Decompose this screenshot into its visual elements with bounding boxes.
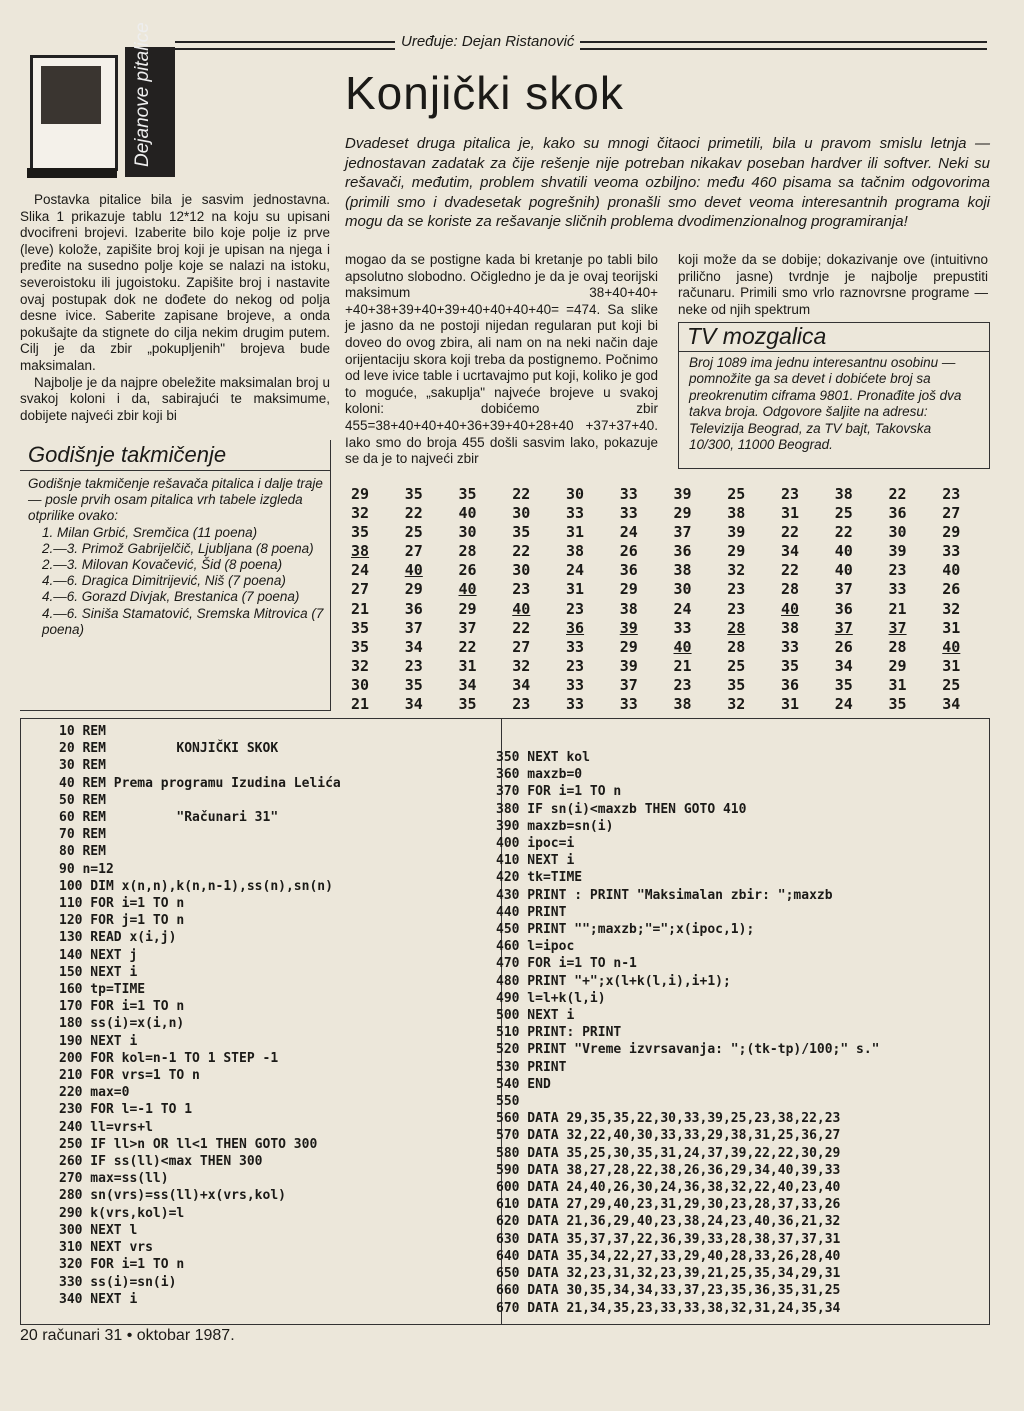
board-cell: 24 (673, 599, 692, 618)
code-line: 570 DATA 32,22,40,30,33,33,29,38,31,25,36,27 (496, 1128, 841, 1144)
board-cell: 38 (619, 599, 638, 618)
code-line: 340 NEXT i (59, 1291, 138, 1307)
board-cell: 21 (351, 695, 370, 714)
code-line: 100 DIM x(n,n),k(n,n-1),ss(n),sn(n) (59, 878, 333, 894)
board-cell: 34 (834, 656, 853, 675)
board-cell: 32 (512, 656, 531, 675)
board-cell: 30 (512, 561, 531, 580)
board-cell: 37 (834, 618, 853, 637)
board-cell: 29 (888, 656, 907, 675)
board-cell: 23 (888, 561, 907, 580)
board-cell: 21 (888, 599, 907, 618)
board-cell: 35 (727, 675, 746, 694)
board-cell: 30 (888, 523, 907, 542)
board-cell: 23 (566, 656, 585, 675)
code-line: 470 FOR i=1 TO n-1 (496, 956, 637, 972)
board-cell: 31 (942, 656, 961, 675)
board-cell: 28 (458, 542, 477, 561)
program-listing-right (496, 749, 880, 1317)
code-line: 30 REM (59, 758, 106, 774)
code-line: 10 REM (59, 724, 106, 739)
board-cell: 32 (727, 561, 746, 580)
board-cell: 34 (942, 695, 961, 714)
board-cell: 33 (619, 485, 638, 503)
code-line: 590 DATA 38,27,28,22,38,26,36,29,34,40,39,33 (496, 1162, 841, 1178)
code-line: 430 PRINT : PRINT "Maksimalan zbir: ";maxzb (496, 887, 833, 903)
board-cell: 26 (619, 542, 638, 561)
code-line: 210 FOR vrs=1 TO n (59, 1068, 200, 1084)
board-cell: 35 (458, 485, 477, 503)
code-line: 370 FOR i=1 TO n (496, 784, 622, 800)
code-line: 440 PRINT (496, 904, 567, 920)
code-line: 310 NEXT vrs (59, 1240, 153, 1256)
board-cell: 30 (458, 523, 477, 542)
code-line: 120 FOR j=1 TO n (59, 913, 185, 929)
code-line: 90 n=12 (59, 861, 114, 877)
board-cell: 24 (351, 561, 370, 580)
rank-item: 2.—3. Primož Gabrijelčič, Ljubljana (8 poena) (42, 540, 314, 556)
code-line: 40 REM Prema programu Izudina Lelića (59, 775, 341, 791)
board-cell: 40 (673, 637, 692, 656)
board-cell: 35 (351, 637, 370, 656)
code-line: 670 DATA 21,34,35,23,33,33,38,32,31,24,35,34 (496, 1300, 841, 1316)
board-cell: 23 (404, 656, 423, 675)
board-cell: 22 (888, 485, 907, 503)
editor-rule (175, 33, 987, 51)
board-cell: 39 (727, 523, 746, 542)
board-cell: 34 (404, 637, 423, 656)
board-cell: 22 (834, 523, 853, 542)
code-line: 610 DATA 27,29,40,23,31,29,30,23,28,37,33,26 (496, 1197, 841, 1213)
program-listing-box (20, 718, 990, 1325)
board-cell: 31 (458, 656, 477, 675)
board-cell: 33 (942, 542, 961, 561)
board-cell: 37 (673, 523, 692, 542)
board-cell: 23 (727, 599, 746, 618)
code-line: 290 k(vrs,kol)=l (59, 1205, 185, 1221)
board-cell: 34 (458, 675, 477, 694)
board-cell: 40 (942, 561, 961, 580)
board-cell: 35 (888, 695, 907, 714)
code-line: 660 DATA 30,35,34,34,33,37,23,35,36,35,31,25 (496, 1283, 841, 1299)
board-cell: 24 (834, 695, 853, 714)
code-line: 530 PRINT (496, 1059, 567, 1075)
board-cell: 30 (512, 504, 531, 523)
code-line: 140 NEXT j (59, 947, 138, 963)
code-line: 20 REM KONJIČKI SKOK (59, 741, 279, 757)
board-cell: 22 (512, 542, 531, 561)
board-cell: 24 (619, 523, 638, 542)
board-cell: 28 (727, 618, 746, 637)
board-cell: 24 (566, 561, 585, 580)
board-cell: 33 (619, 504, 638, 523)
board-cell: 33 (566, 695, 585, 714)
board-cell: 35 (781, 656, 800, 675)
board-cell: 38 (673, 695, 692, 714)
code-line: 270 max=ss(ll) (59, 1171, 169, 1187)
board-cell: 31 (781, 504, 800, 523)
board-cell: 36 (404, 599, 423, 618)
board-cell: 35 (834, 675, 853, 694)
code-line: 460 l=ipoc (496, 939, 575, 955)
board-cell: 32 (351, 656, 370, 675)
board-cell: 36 (781, 675, 800, 694)
board-cell: 23 (673, 675, 692, 694)
board-cell: 27 (351, 580, 370, 599)
double-rule (175, 41, 987, 50)
board-cell: 31 (888, 675, 907, 694)
board-cell: 30 (566, 485, 585, 503)
board-cell: 25 (727, 485, 746, 503)
board-cell: 35 (351, 523, 370, 542)
board-cell: 39 (619, 656, 638, 675)
rank-item: 2.—3. Milovan Kovačević, Šid (8 poena) (42, 557, 283, 573)
code-line: 400 ipoc=i (496, 836, 575, 852)
paragraph-2: Najbolje je da najpre obeležite maksimalan broj u svakoj koloni i da, sabirajući te maksimume, dobijete najveći zbir koji bi (20, 374, 330, 423)
board-cell: 28 (781, 580, 800, 599)
board-cell: 27 (512, 637, 531, 656)
code-line: 360 maxzb=0 (496, 767, 583, 783)
code-line: 200 FOR kol=n-1 TO 1 STEP -1 (59, 1050, 279, 1066)
tv-puzzle-text: Broj 1089 ima jednu interesantnu osobinu — pomnožite ga sa devet i dobićete broj sa preokrenutim ciframa 9801. Pronađite još dva takva broja. Odgovore šaljite na adresu: Televizija Beograd, za TV bajt, Takovska 10/300, 11000 Beograd. (689, 355, 962, 453)
board-cell: 22 (781, 561, 800, 580)
program-listing-left (59, 723, 341, 1308)
code-line: 240 ll=vrs+l (59, 1119, 153, 1135)
board-cell: 35 (351, 618, 370, 637)
board-cell: 25 (834, 504, 853, 523)
code-line: 500 NEXT i (496, 1008, 575, 1024)
annual-competition-intro: Godišnje takmičenje rešavača pitalica i dalje traje — posle prvih osam pitalica vrh tabele izgleda otprilike ovako: (28, 476, 323, 524)
board-cell: 33 (566, 504, 585, 523)
board-cell: 23 (512, 695, 531, 714)
board-cell: 22 (458, 637, 477, 656)
board-cell: 29 (727, 542, 746, 561)
code-line: 650 DATA 32,23,31,32,23,39,21,25,35,34,29,31 (496, 1266, 841, 1282)
board-cell: 29 (942, 523, 961, 542)
code-line: 640 DATA 35,34,22,27,33,29,40,28,33,26,28,40 (496, 1248, 841, 1264)
board-cell: 25 (404, 523, 423, 542)
code-line: 130 READ x(i,j) (59, 930, 177, 946)
code-line: 250 IF ll>n OR ll<1 THEN GOTO 300 (59, 1136, 318, 1152)
board-cell: 38 (834, 485, 853, 503)
code-line: 50 REM (59, 792, 106, 808)
keyboard-icon (27, 168, 117, 178)
board-cell: 36 (673, 542, 692, 561)
column-label-band (125, 22, 175, 177)
board-cell: 33 (673, 618, 692, 637)
computer-monitor-icon (30, 55, 118, 171)
tv-puzzle-box (678, 322, 990, 469)
board-cell: 30 (673, 580, 692, 599)
code-line: 410 NEXT i (496, 853, 575, 869)
board-cell: 36 (566, 618, 585, 637)
divider (20, 470, 330, 471)
board-cell: 26 (834, 637, 853, 656)
board-cell: 27 (942, 504, 961, 523)
board-cell: 22 (781, 523, 800, 542)
article-column-3: koji može da se dobije; dokazivanje ove (intuitivno prilično jasne) tvrdnje je najbolje prepustiti računaru. Primili smo vrlo raznovrsne programe — neke od njih spektrum (678, 252, 988, 317)
board-cell: 29 (458, 599, 477, 618)
board-cell: 29 (404, 580, 423, 599)
board-cell: 40 (942, 637, 961, 656)
rank-item: 1. Milan Grbić, Sremčica (11 poena) (42, 524, 258, 540)
board-cell: 25 (727, 656, 746, 675)
board-cell: 40 (781, 599, 800, 618)
code-line: 560 DATA 29,35,35,22,30,33,39,25,23,38,22,23 (496, 1111, 841, 1127)
article-column-1 (20, 192, 330, 424)
board-cell: 35 (404, 675, 423, 694)
code-line: 110 FOR i=1 TO n (59, 896, 185, 912)
board-cell: 34 (512, 675, 531, 694)
board-cell: 36 (888, 504, 907, 523)
board-cell: 22 (512, 485, 531, 503)
column-label: Dejanove pitalice (132, 22, 153, 167)
board-cell: 37 (834, 580, 853, 599)
board-cell: 38 (566, 542, 585, 561)
page-title: Konjički skok (345, 67, 624, 119)
board-cell: 22 (404, 504, 423, 523)
board-cell: 34 (404, 695, 423, 714)
board-cell: 35 (512, 523, 531, 542)
board-cell: 33 (619, 695, 638, 714)
board-cell: 31 (566, 580, 585, 599)
board-cell: 23 (512, 580, 531, 599)
board-cell: 22 (512, 618, 531, 637)
board-cell: 40 (834, 561, 853, 580)
code-line: 420 tk=TIME (496, 870, 583, 886)
code-line: 150 NEXT i (59, 964, 138, 980)
code-line: 390 maxzb=sn(i) (496, 818, 614, 834)
code-line: 330 ss(i)=sn(i) (59, 1274, 177, 1290)
column-logo (20, 22, 175, 177)
code-line: 160 tp=TIME (59, 982, 146, 998)
annual-competition-text (28, 476, 324, 638)
article-column-2: mogao da se postigne kada bi kretanje po tabli bilo apsolutno slobodno. Očigledno je da je ovaj teorijski maksimum 38+40+40+ +40+38+39+40+39+40+40+40+40= =474. Sa slike je jasno da ne postoji nijedan regularan put koji bi doveo do ovog zbira, ali nam on na neki način daje orijentaciju skora koji treba da postignemo. Počnimo od leve ivice table i ucrtavajmo put koji, koliko je god to moguće, „sakuplja" najveće brojeve u svakoj koloni: dobićemo zbir 455=38+40+40+40+36+39+40+28+40 +37+37+40. Iako smo do broja 455 došli sasvim lako, pokazuje se da je to najveći zbir (345, 252, 658, 467)
board-cell: 37 (404, 618, 423, 637)
board-cell: 33 (566, 675, 585, 694)
code-line: 450 PRINT "";maxzb;"=";x(ipoc,1); (496, 922, 755, 938)
board-cell: 29 (351, 485, 370, 503)
board-cell: 29 (619, 580, 638, 599)
board-cell: 40 (458, 580, 477, 599)
annual-competition-box (20, 440, 331, 711)
code-line: 170 FOR i=1 TO n (59, 999, 185, 1015)
board-cell: 39 (673, 485, 692, 503)
board-cell: 40 (512, 599, 531, 618)
rank-item: 4.—6. Dragica Dimitrijević, Niš (7 poena) (42, 573, 286, 589)
board-cell: 33 (781, 637, 800, 656)
code-line: 490 l=l+k(l,i) (496, 990, 606, 1006)
code-line: 620 DATA 21,36,29,40,23,38,24,23,40,36,21,32 (496, 1214, 841, 1230)
code-line: 350 NEXT kol (496, 750, 590, 765)
board-cell: 27 (404, 542, 423, 561)
code-line: 520 PRINT "Vreme izvrsavanja: ";(tk-tp)/100;" s." (496, 1042, 880, 1058)
code-line: 220 max=0 (59, 1085, 130, 1101)
board-cell: 33 (566, 637, 585, 656)
board-cell: 29 (619, 637, 638, 656)
board-cell: 40 (404, 561, 423, 580)
board-cell: 31 (566, 523, 585, 542)
code-line: 550 (496, 1094, 520, 1110)
board-cell: 32 (727, 695, 746, 714)
page-footer: 20 računari 31 • oktobar 1987. (20, 1327, 235, 1344)
code-line: 320 FOR i=1 TO n (59, 1257, 185, 1273)
code-line: 540 END (496, 1076, 551, 1092)
code-line: 80 REM (59, 844, 106, 860)
board-cell: 21 (351, 599, 370, 618)
board-cell: 40 (458, 504, 477, 523)
board-cell: 35 (458, 695, 477, 714)
board-cell: 31 (781, 695, 800, 714)
board-cell: 29 (673, 504, 692, 523)
board-cell: 23 (727, 580, 746, 599)
board-cell: 32 (351, 504, 370, 523)
board-cell: 39 (619, 618, 638, 637)
board-cell: 37 (458, 618, 477, 637)
board-cell: 23 (566, 599, 585, 618)
board-cell: 39 (888, 542, 907, 561)
code-line: 280 sn(vrs)=ss(ll)+x(vrs,kol) (59, 1188, 286, 1204)
board-cell: 38 (727, 504, 746, 523)
code-line: 230 FOR l=-1 TO 1 (59, 1102, 193, 1118)
board-cell: 36 (834, 599, 853, 618)
board-cell: 40 (834, 542, 853, 561)
board-cell: 25 (942, 675, 961, 694)
board-cell: 37 (619, 675, 638, 694)
intro-lead: Dvadeset druga pitalica je, kako su mnogi čitaoci primetili, bila u pravom smislu letnja — jednostavan zadatak za čije rešenje nije potreban nikakav poseban hardver ili softver. Neki su rešavači, međutim, problem shvatili veoma ozbiljno: među 460 pisama sa tačnim odgovorima (primili smo i dvadesetak pogrešnih) pronašli smo devet veoma interesantnih programa koji mogu da se koriste za rešavanje sličnih problema dvodimenzionalnog programiranja! (345, 135, 990, 230)
board-cell: 38 (673, 561, 692, 580)
code-line: 580 DATA 35,25,30,35,31,24,37,39,22,22,30,29 (496, 1145, 841, 1161)
board-cell: 28 (888, 637, 907, 656)
board-cell: 26 (458, 561, 477, 580)
code-line: 180 ss(i)=x(i,n) (59, 1016, 185, 1032)
board-cell: 31 (942, 618, 961, 637)
board-cell: 33 (888, 580, 907, 599)
number-board (345, 485, 990, 715)
code-line: 510 PRINT: PRINT (496, 1025, 622, 1041)
board-cell: 30 (351, 675, 370, 694)
board-cell: 34 (781, 542, 800, 561)
board-cell: 21 (673, 656, 692, 675)
code-line: 60 REM "Računari 31" (59, 810, 279, 826)
board-cell: 23 (942, 485, 961, 503)
code-line: 70 REM (59, 827, 106, 843)
board-cell: 38 (781, 618, 800, 637)
code-line: 260 IF ss(ll)<max THEN 300 (59, 1154, 263, 1170)
tv-puzzle-title: TV mozgalica (687, 323, 827, 349)
rank-item: 4.—6. Gorazd Divjak, Brestanica (7 poena) (42, 589, 300, 605)
board-cell: 37 (888, 618, 907, 637)
code-line: 480 PRINT "+";x(l+k(l,i),i+1); (496, 973, 731, 989)
code-line: 190 NEXT i (59, 1033, 138, 1049)
board-cell: 36 (619, 561, 638, 580)
board-cell: 32 (942, 599, 961, 618)
code-line: 300 NEXT l (59, 1222, 138, 1238)
board-cell: 23 (781, 485, 800, 503)
paragraph-1: Postavka pitalice bila je sasvim jednostavna. Slika 1 prikazuje tablu 12*12 na koju su upisani dvocifreni brojevi. Izaberite bilo koje polje iz prve (leve) kolože, zapišite broj koji je upisan na njega i pređite na susedno polje koje se nalazi na istoku, severoistoku ili jugoistoku. Zapišite broj i nastavite ovaj postupak dok ne dođete do nekog od polja desne ivice. Saberite zapisane brojeve, a onda pokušajte da stignete do cilja nekim drugim putem. Cilj je da zbir „pokupljenih" brojeva bude maksimalan. (20, 192, 330, 373)
board-cell: 38 (351, 542, 370, 561)
annual-competition-title: Godišnje takmičenje (28, 442, 227, 467)
code-line: 380 IF sn(i)<maxzb THEN GOTO 410 (496, 801, 747, 817)
editor-credit: Uređuje: Dejan Ristanović (395, 33, 580, 50)
board-cell: 26 (942, 580, 961, 599)
board-cell: 28 (727, 637, 746, 656)
divider (679, 351, 989, 352)
portrait-photo (41, 66, 101, 124)
code-line: 630 DATA 35,37,37,22,36,39,33,28,38,37,37,31 (496, 1231, 841, 1247)
rank-item: 4.—6. Siniša Stamatović, Sremska Mitrovica (7 poena) (42, 605, 324, 637)
code-line: 600 DATA 24,40,26,30,24,36,38,32,22,40,23,40 (496, 1180, 841, 1196)
board-cell: 35 (404, 485, 423, 503)
